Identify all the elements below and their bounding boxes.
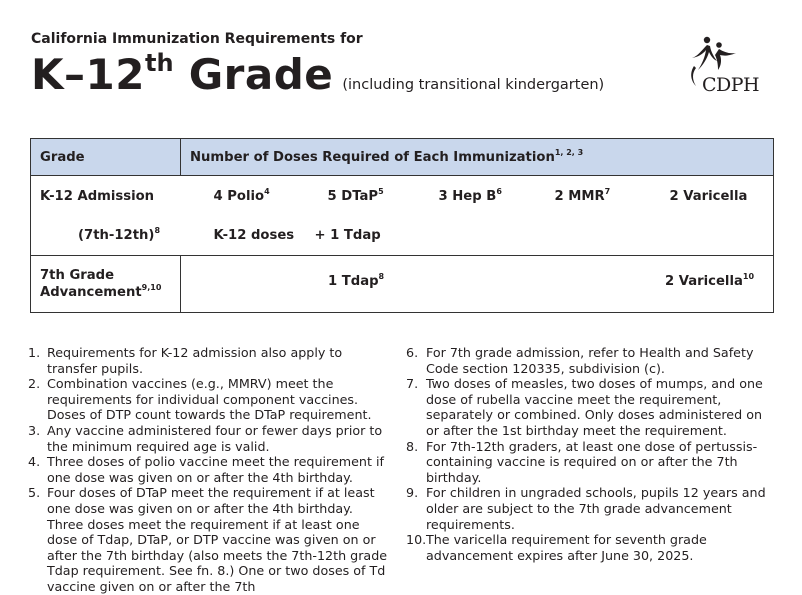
row3-tdap: 1 Tdap$^8$ [328,272,385,289]
row1-polio: 4 Polio$^4$ [213,187,270,204]
document-supertitle: California Immunization Requirements for [31,31,363,47]
title-grade-range: K–12 [31,50,145,99]
header-grade-label: Grade [40,149,85,165]
header-grade [31,139,181,176]
row1-label: K-12 Admission [40,188,155,204]
row1-dtap: 5 DTaP$^5$ [327,187,384,204]
table-row-k12-admission [31,176,774,217]
row2-tdap: + 1 Tdap [314,227,381,243]
table-header-row [31,139,774,176]
row2-label: (7th-12th) [78,228,155,244]
row1-mmr: 2 MMR$^7$ [554,187,611,204]
footnote-item: 9. For children in ungraded schools, pupils 12 years and older are subject to the 7th grade advancement requirements. [406,485,766,532]
row1-hepb: 3 Hep B$^6$ [438,187,502,204]
row2-k12-doses: K-12 doses [213,227,295,243]
row2-label-cell [31,217,181,256]
row3-label-line1: 7th Grade [40,268,115,283]
footnote-item: 4. Three doses of polio vaccine meet the requirement if one dose was given on or after the 4th birthday. [28,454,384,485]
footnotes-right [406,345,778,563]
title-superscript: th [145,49,174,77]
footnote-item: 6. For 7th grade admission, refer to Health and Safety Code section 120335, subdivision (c). [406,345,754,376]
footnote-item: 8. For 7th-12th graders, at least one dose of pertussis-containing vaccine is required on or after the 7th birthday. [406,438,758,485]
title-grade-word: Grade [188,50,334,99]
footnote-item: 3. Any vaccine administered four or fewer days prior to the minimum required age is valid. [28,422,383,454]
table-row-7th-grade-advancement [31,256,774,313]
row3-label-cell [31,256,181,313]
row1-varicella: 2 Varicella [669,189,748,204]
footnote-item: 10. The varicella requirement for seventh grade advancement expires after June 30, 2025. [406,532,707,563]
footnotes-left [28,345,390,595]
footnote-item: 2. Combination vaccines (e.g., MMRV) meet the requirements for individual component vaccines. Doses of DTP count towards the DTaP requirement. [28,376,372,423]
header-doses [181,139,774,176]
row3-label-line2: Advancement [40,285,142,300]
table-row-7th-12th [31,217,774,256]
footnote-item: 1. Requirements for K-12 admission also apply to transfer pupils. [28,345,343,376]
row1-label-cell [31,176,181,217]
document-title [31,50,604,99]
header-doses-label: Number of Doses Required of Each Immunization [190,149,555,165]
title-subtitle: (including transitional kindergarten) [342,77,605,93]
header-doses-footnote: 1, 2, 3 [554,147,584,157]
row3-doses-cell [181,256,774,313]
cdph-logo [684,30,776,100]
row1-doses-cell [181,176,774,217]
immunization-table [30,138,774,313]
footnote-item: 5. Four doses of DTaP meet the requirement if at least one dose was given on or after the 4th birthday. Three doses meet the requirement if at least one dose of Tdap, DTaP, or DTP vaccine was given on or after the 7th birthday (also meets the 7th-12th grade Tdap requirement. See fn. 8.) One or two doses of Td vaccine given on or after the 7th [28,485,388,594]
row3-label-footnote: 9,10 [141,283,162,292]
footnote-item: 7. Two doses of measles, two doses of mumps, and one dose of rubella vaccine meet the requirement, separately or combined. Only doses administered on or after the 1st birthday meet the requirement. [406,376,763,438]
row2-doses-cell [181,217,774,256]
logo-wordmark: CDPH [702,74,760,96]
row2-label-footnote: 8 [154,226,161,236]
row3-varicella: 2 Varicella$^{10}$ [665,272,755,289]
